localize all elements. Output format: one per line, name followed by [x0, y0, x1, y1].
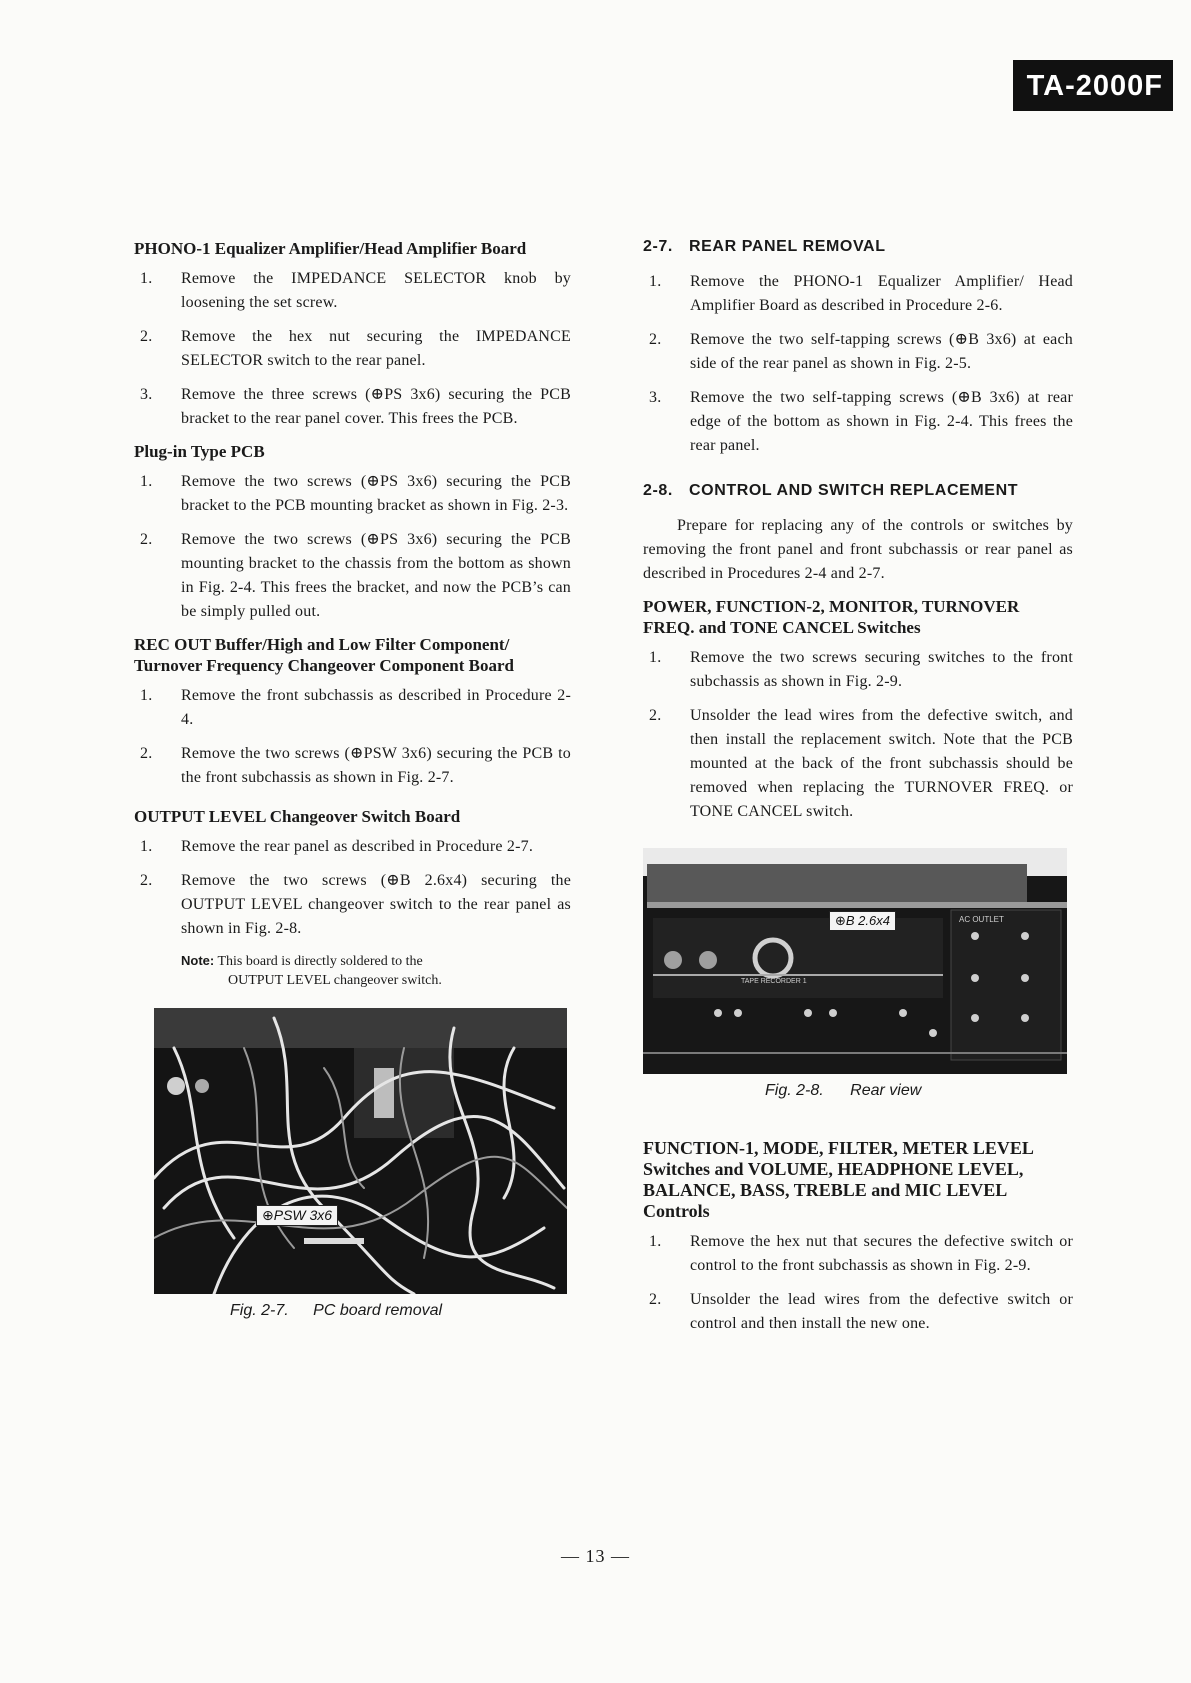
step-number: 2. — [140, 872, 153, 889]
ac-outlet-label: AC OUTLET — [959, 915, 1004, 924]
step-text: Remove the hex nut securing the IMPEDANCE SELECTOR switch to the rear panel. — [181, 328, 571, 369]
heading-rec-out-board: REC OUT Buffer/High and Low Filter Component/ Turnover Frequency Changeover Component Board — [134, 635, 515, 675]
step-item — [643, 1230, 1073, 1278]
screw-label-b: ⊕B 2.6x4 — [829, 911, 896, 931]
step-number: 1. — [140, 838, 153, 855]
step-text: Remove the two screws (⊕PSW 3x6) securing the PCB to the front subchassis as shown in Fig. 2-7. — [181, 745, 571, 786]
rear-view-photo — [643, 848, 1067, 1074]
right-column — [643, 238, 1073, 1346]
step-number: 3. — [649, 389, 662, 406]
step-text: Remove the two screws (⊕PS 3x6) securing the PCB mounting bracket to the chassis from the bottom as shown in Fig. 2-4. This frees the bracket, and now the PCB’s can be simply pulled out. — [181, 531, 571, 620]
step-text: Remove the hex nut that secures the defective switch or control to the front subchassis as shown in Fig. 2-9. — [690, 1233, 1073, 1274]
output-steps — [134, 835, 571, 941]
step-number: 2. — [140, 531, 153, 548]
section-number: 2-8. — [643, 482, 673, 499]
step-item — [134, 869, 571, 941]
step-number: 2. — [649, 707, 662, 724]
step-item — [643, 704, 1073, 824]
step-text: Remove the two screws securing switches to the front subchassis as shown in Fig. 2-9. — [690, 649, 1073, 690]
step-text: Remove the two self-tapping screws (⊕B 3x6) at each side of the rear panel as shown in Fig. 2-5. — [690, 331, 1073, 372]
step-number: 1. — [140, 270, 153, 287]
power-steps — [643, 646, 1073, 824]
step-number: 2. — [649, 331, 662, 348]
step-item — [134, 742, 571, 790]
wiring-illustration — [154, 1008, 567, 1294]
caption-number: Fig. 2-7. — [230, 1302, 289, 1319]
heading-control-switch-replacement — [643, 482, 1073, 500]
note-block — [181, 951, 571, 990]
step-item — [134, 267, 571, 315]
step-number: 1. — [140, 687, 153, 704]
note-label: Note: — [181, 953, 215, 968]
heading-function1-controls: FUNCTION-1, MODE, FILTER, METER LEVEL Switches and VOLUME, HEADPHONE LEVEL, BALANCE, BASS, TREBLE and MIC LEVEL Controls — [643, 1138, 1033, 1221]
heading-plugin-pcb: Plug-in Type PCB — [134, 442, 265, 461]
step-item — [134, 470, 571, 518]
section-title: REAR PANEL REMOVAL — [689, 238, 886, 255]
caption-text: PC board removal — [313, 1302, 443, 1319]
control-intro-paragraph: Prepare for replacing any of the controls or switches by removing the front panel and front subchassis or rear panel as described in Procedures 2-4 and 2-7. — [643, 517, 1073, 582]
step-item — [643, 386, 1073, 458]
step-number: 2. — [140, 328, 153, 345]
section-title: CONTROL AND SWITCH REPLACEMENT — [689, 482, 1019, 499]
step-text: Unsolder the lead wires from the defective switch or control and then install the new one. — [690, 1291, 1073, 1332]
step-text: Remove the front subchassis as described in Procedure 2-4. — [181, 687, 571, 728]
step-item — [643, 270, 1073, 318]
step-number: 1. — [649, 649, 662, 666]
rear-panel-illustration — [643, 848, 1067, 1074]
step-text: Remove the IMPEDANCE SELECTOR knob by loosening the set screw. — [181, 270, 571, 311]
step-text: Remove the rear panel as described in Procedure 2-7. — [181, 838, 534, 855]
step-number: 1. — [140, 473, 153, 490]
step-item — [134, 835, 571, 859]
rear-panel-steps — [643, 270, 1073, 458]
step-item — [134, 325, 571, 373]
step-number: 1. — [649, 1233, 662, 1250]
caption-text: Rear view — [850, 1082, 922, 1099]
step-text: Remove the two screws (⊕PS 3x6) securing the PCB bracket to the PCB mounting bracket as shown in Fig. 2-3. — [181, 473, 571, 514]
model-badge: TA-2000F — [1013, 60, 1173, 111]
step-number: 3. — [140, 386, 153, 403]
step-item — [134, 528, 571, 624]
recout-steps — [134, 684, 571, 790]
step-text: Remove the two screws (⊕B 2.6x4) securing the OUTPUT LEVEL changeover switch to the rear panel as shown in Fig. 2-8. — [181, 872, 571, 937]
heading-phono-board: PHONO-1 Equalizer Amplifier/Head Amplifier Board — [134, 239, 527, 258]
heading-output-level-board: OUTPUT LEVEL Changeover Switch Board — [134, 807, 461, 826]
step-number: 2. — [140, 745, 153, 762]
step-item — [643, 328, 1073, 376]
note-text-line1: This board is directly soldered to the — [217, 954, 423, 969]
left-column — [134, 238, 571, 1320]
phono-steps — [134, 267, 571, 431]
function1-steps — [643, 1230, 1073, 1336]
step-number: 2. — [649, 1291, 662, 1308]
step-text: Remove the two self-tapping screws (⊕B 3x6) at rear edge of the bottom as shown in Fig. 2-4. This frees the rear panel. — [690, 389, 1073, 454]
section-number: 2-7. — [643, 238, 673, 255]
step-item — [643, 646, 1073, 694]
step-number: 1. — [649, 273, 662, 290]
pc-board-photo — [154, 1008, 567, 1294]
step-item — [134, 383, 571, 431]
plugin-steps — [134, 470, 571, 624]
step-text: Remove the PHONO-1 Equalizer Amplifier/ Head Amplifier Board as described in Procedure 2-6. — [690, 273, 1073, 314]
step-text: Unsolder the lead wires from the defective switch, and then install the replacement switch. Note that the PCB mounted at the back of the front subchassis should be removed when replacing the TURNOVER FREQ. or TONE CANCEL switch. — [690, 707, 1073, 820]
heading-power-switches: POWER, FUNCTION-2, MONITOR, TURNOVER FREQ. and TONE CANCEL Switches — [643, 597, 1020, 637]
page-number: — 13 — — [561, 1546, 630, 1566]
heading-rear-panel-removal — [643, 238, 1073, 256]
caption-number: Fig. 2-8. — [765, 1082, 824, 1099]
step-item — [134, 684, 571, 732]
tape-recorder-label: TAPE RECORDER 1 — [741, 978, 807, 985]
figure-caption-2-8 — [643, 1082, 1073, 1100]
figure-caption-2-7 — [134, 1302, 571, 1320]
screw-label-psw: ⊕PSW 3x6 — [256, 1205, 338, 1226]
step-item — [643, 1288, 1073, 1336]
step-text: Remove the three screws (⊕PS 3x6) securing the PCB bracket to the rear panel cover. This frees the PCB. — [181, 386, 571, 427]
note-text-line2: OUTPUT LEVEL changeover switch. — [228, 973, 442, 988]
